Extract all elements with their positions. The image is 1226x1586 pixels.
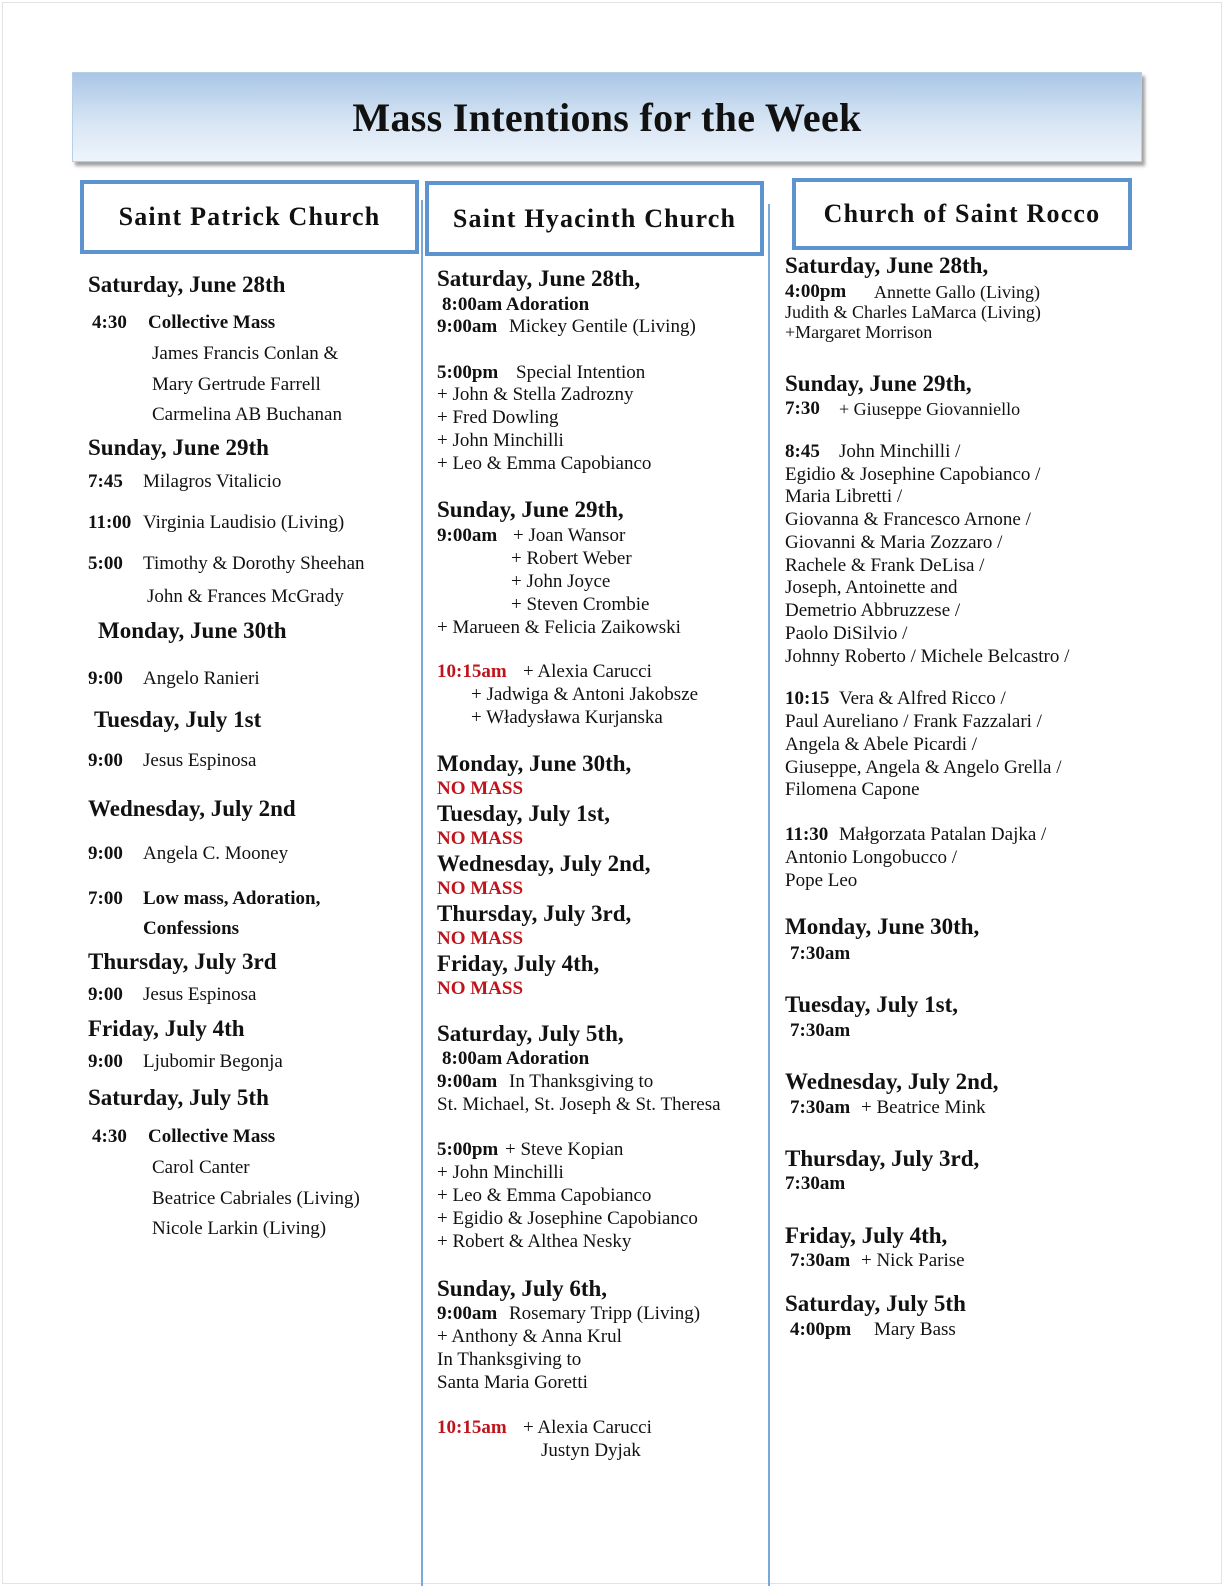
intention: Beatrice Cabriales (Living) [152,1188,360,1209]
intention: Ljubomir Begonja [143,1051,283,1072]
adoration-note: 8:00am Adoration [442,294,590,315]
intention: Annette Gallo (Living) [874,282,1040,302]
no-mass-label: NO MASS [437,878,524,899]
intention: Jesus Espinosa [143,750,257,771]
intention: + Robert Weber [511,548,632,569]
mass-time: 4:30 [92,1126,127,1147]
mass-time: 5:00pm [437,362,499,383]
intention: Collective Mass [148,312,276,333]
day-heading: Saturday, June 28th, [437,266,641,291]
church-name: Church of Saint Rocco [823,199,1101,228]
no-mass-label: NO MASS [437,778,524,799]
day-heading: Wednesday, July 2nd [88,796,296,821]
intention: Paolo DiSilvio / [785,623,908,644]
church-name: Saint Hyacinth Church [452,203,737,233]
mass-time: 9:00 [88,668,123,689]
mass-time: 7:30am [790,1097,851,1118]
day-heading: Tuesday, July 1st, [785,992,958,1017]
intention: Maria Libretti / [785,486,903,507]
mass-time: 7:30am [790,943,851,964]
intention: + Giuseppe Giovanniello [839,399,1021,419]
intention: + Egidio & Josephine Capobianco [437,1208,698,1229]
church-name: Saint Patrick Church [118,202,381,231]
no-mass-label: NO MASS [437,978,524,999]
day-heading: Friday, July 4th, [785,1223,948,1248]
intention: Vera & Alfred Ricco / [839,688,1006,709]
page-title: Mass Intentions for the Week [352,94,862,140]
day-heading: Wednesday, July 2nd, [785,1069,999,1094]
mass-time: 11:00 [88,512,132,533]
intention: James Francis Conlan & [152,343,339,364]
intention: Paul Aureliano / Frank Fazzalari / [785,711,1042,732]
intention: Justyn Dyjak [541,1440,641,1461]
mass-time: 4:30 [92,312,127,333]
day-heading: Monday, June 30th [98,618,287,643]
intention: + John Minchilli [437,430,564,451]
intention: + Alexia Carucci [523,1417,652,1438]
church-header-saint-patrick [80,180,419,254]
intention: + Steven Crombie [511,594,650,615]
intention: + Steve Kopian [505,1139,624,1160]
intention: St. Michael, St. Joseph & St. Theresa [437,1094,721,1115]
day-heading: Saturday, June 28th, [785,253,989,278]
day-heading: Tuesday, July 1st, [437,801,610,826]
day-heading: Thursday, July 3rd [88,949,277,974]
intention: In Thanksgiving to [437,1349,582,1370]
intention: John & Frances McGrady [147,586,344,607]
intention: Antonio Longobucco / [785,847,958,868]
intention: Angelo Ranieri [143,668,260,689]
mass-time: 9:00am [437,1303,498,1324]
intention: + John Minchilli [437,1162,564,1183]
mass-time: 4:00pm [790,1319,852,1340]
mass-time: 9:00am [437,525,498,546]
day-heading: Monday, June 30th, [785,914,980,939]
mass-time: 5:00pm [437,1139,499,1160]
intention: Joseph, Antoinette and [785,577,958,598]
mass-time: 7:45 [88,471,123,492]
intention: Collective Mass [148,1126,276,1147]
mass-time: 7:30am [790,1020,851,1041]
intention: Giovanni & Maria Zozzaro / [785,532,1003,553]
intention: +Margaret Morrison [785,322,933,342]
mass-time: 8:45 [785,441,820,462]
mass-time: 5:00 [88,553,123,574]
day-heading: Sunday, June 29th [88,435,269,460]
day-heading: Friday, July 4th [88,1016,245,1041]
mass-time: 9:00 [88,984,123,1005]
intention: Mickey Gentile (Living) [509,316,696,337]
church-header-saint-hyacinth [425,181,764,256]
intention: Special Intention [516,362,646,383]
intention: Low mass, Adoration, [143,888,321,909]
intention: + Jadwiga & Antoni Jakobsze [471,684,699,705]
intention: Nicole Larkin (Living) [152,1218,327,1239]
mass-time: 7:00 [88,888,123,909]
day-heading: Thursday, July 3rd, [437,901,632,926]
intention: In Thanksgiving to [509,1071,654,1092]
mass-time: 9:00 [88,750,123,771]
intention: Mary Bass [874,1319,956,1340]
mass-time: 9:00am [437,316,498,337]
intention: Egidio & Josephine Capobianco / [785,464,1041,485]
mass-time: 9:00 [88,843,123,864]
intention: + Fred Dowling [437,407,559,428]
intention: + Beatrice Mink [861,1097,986,1118]
intention: + Alexia Carucci [523,661,652,682]
intention: Angela & Abele Picardi / [785,734,978,755]
intention: Judith & Charles LaMarca (Living) [785,302,1041,322]
day-heading: Friday, July 4th, [437,951,600,976]
day-heading: Saturday, July 5th, [437,1021,624,1046]
intention: Milagros Vitalicio [143,471,282,492]
intention: Santa Maria Goretti [437,1372,588,1393]
intention: Jesus Espinosa [143,984,257,1005]
title-banner [72,72,1142,162]
intention: Małgorzata Patalan Dajka / [839,824,1047,845]
intention: + Leo & Emma Capobianco [437,1185,652,1206]
mass-time: 10:15am [437,1417,507,1438]
no-mass-label: NO MASS [437,928,524,949]
intention: Virginia Laudisio (Living) [143,512,345,533]
mass-time: 7:30am [785,1173,846,1194]
church-header-saint-rocco [792,178,1132,250]
intention: Mary Gertrude Farrell [152,374,321,395]
intention: Giovanna & Francesco Arnone / [785,509,1031,530]
intention: + Marueen & Felicia Zaikowski [437,617,681,638]
intention: Pope Leo [785,870,858,891]
intention: + Anthony & Anna Krul [437,1326,622,1347]
column-divider [421,200,423,1586]
mass-time: 11:30 [785,824,829,845]
intention: Rachele & Frank DeLisa / [785,555,985,576]
mass-time: 10:15 [785,688,830,709]
intention: Johnny Roberto / Michele Belcastro / [785,646,1070,667]
intention: Carmelina AB Buchanan [152,404,342,425]
intention: Confessions [143,918,240,939]
column-divider [768,204,770,1586]
intention: John Minchilli / [839,441,961,462]
intention: + Joan Wansor [513,525,626,546]
day-heading: Monday, June 30th, [437,751,632,776]
intention: Demetrio Abbruzzese / [785,600,961,621]
mass-time: 7:30 [785,398,820,419]
mass-time: 4:00pm [785,281,847,302]
no-mass-label: NO MASS [437,828,524,849]
day-heading: Wednesday, July 2nd, [437,851,651,876]
intention: Giuseppe, Angela & Angelo Grella / [785,757,1062,778]
day-heading: Saturday, July 5th [88,1085,269,1110]
intention: + Władysława Kurjanska [471,707,663,728]
adoration-note: 8:00am Adoration [442,1048,590,1069]
intention: Filomena Capone [785,779,920,800]
day-heading: Thursday, July 3rd, [785,1146,980,1171]
day-heading: Saturday, July 5th [785,1291,966,1316]
day-heading: Sunday, June 29th, [785,371,972,396]
mass-time: 10:15am [437,661,507,682]
day-heading: Saturday, June 28th [88,272,286,297]
day-heading: Sunday, July 6th, [437,1276,608,1301]
intention: + Robert & Althea Nesky [437,1231,632,1252]
day-heading: Tuesday, July 1st [94,707,262,732]
intention: + John Joyce [511,571,611,592]
mass-time: 7:30am [790,1250,851,1271]
intention: Rosemary Tripp (Living) [509,1303,701,1324]
mass-time: 9:00am [437,1071,498,1092]
intention: + Leo & Emma Capobianco [437,453,652,474]
intention: Timothy & Dorothy Sheehan [143,553,365,574]
intention: + Nick Parise [861,1250,965,1271]
mass-time: 9:00 [88,1051,123,1072]
intention: Carol Canter [152,1157,250,1178]
intention: Angela C. Mooney [143,843,289,864]
intention: + John & Stella Zadrozny [437,384,634,405]
day-heading: Sunday, June 29th, [437,497,624,522]
